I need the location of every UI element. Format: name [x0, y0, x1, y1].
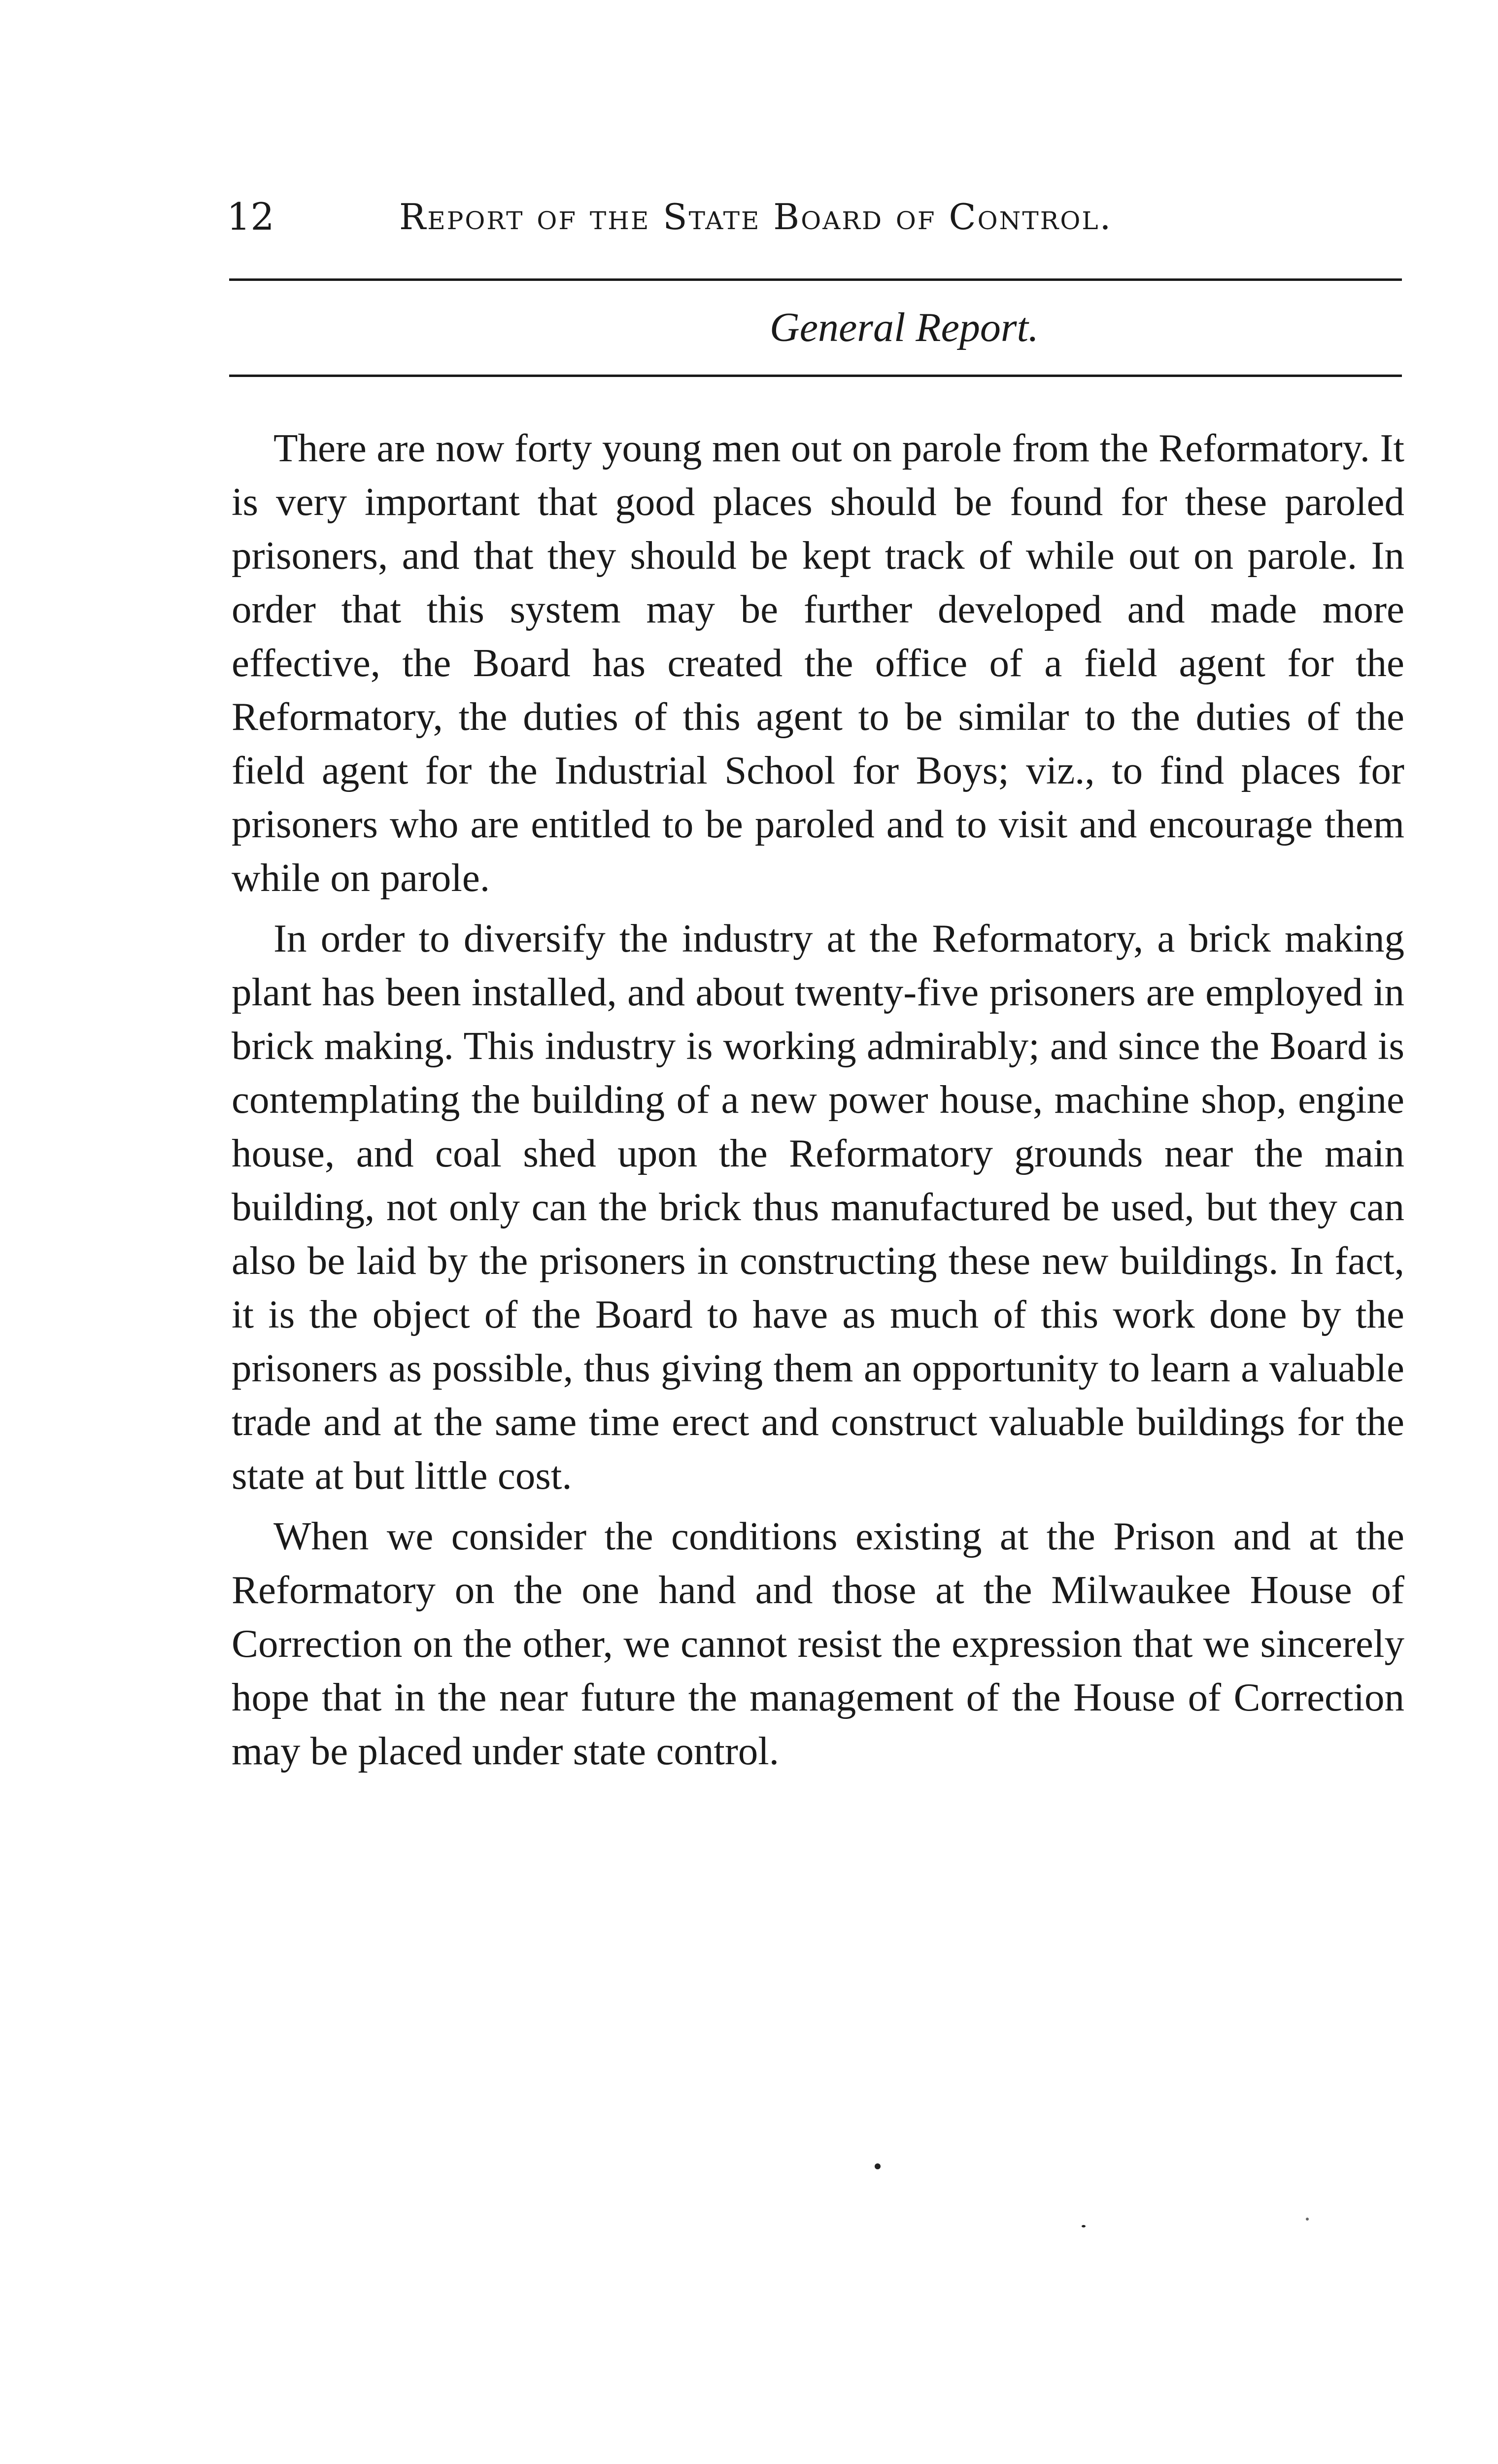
page-number: 12: [227, 195, 274, 239]
section-title: General Report.: [770, 305, 1039, 350]
paragraph: In order to diversify the industry at the Reformatory, a brick making plant has been installed, and about twenty-five prisoners are employed in brick making. This industry is working admirably; and since the Board is contemplating the building of a new power house, machine shop, engine house, and coal shed upon the Reformatory grounds near the main building, not only can the brick thus manufactured be used, but they can also be laid by the prisoners in constructing these new buildings. In fact, it is the object of the Board to have as much of this work done by the prisoners as possible, thus giving them an opportunity to learn a valuable trade and at the same time erect and construct valuable buildings for the state at but little cost.: [232, 916, 1404, 1498]
header-rule-bottom: [229, 375, 1402, 377]
paragraph: When we consider the conditions existing at the Prison and at the Reformatory on the one hand and those at the Milwaukee House of Correction on the other, we cannot resist the expression that we sincerely hope that in the near future the management of the House of Correction may be placed under state control.: [232, 1514, 1404, 1773]
ink-speck: [1306, 2218, 1309, 2221]
ink-speck: [875, 2163, 881, 2169]
running-head: [217, 187, 1409, 246]
running-title: Report of the State Board of Control.: [399, 196, 1113, 238]
body-text: [232, 421, 1404, 1785]
paragraph: There are now forty young men out on parole from the Reformatory. It is very important that good places should be found for these paroled prisoners, and that they should be kept track of while out on parole. In order that this system may be further developed and made more effective, the Board has created the office of a field agent for the Reformatory, the duties of this agent to be similar to the duties of the field agent for the Industrial School for Boys; viz., to find places for prisoners who are entitled to be paroled and to visit and encourage them while on parole.: [232, 426, 1404, 900]
header-rule-top: [229, 278, 1402, 281]
ink-speck: [1082, 2225, 1086, 2227]
